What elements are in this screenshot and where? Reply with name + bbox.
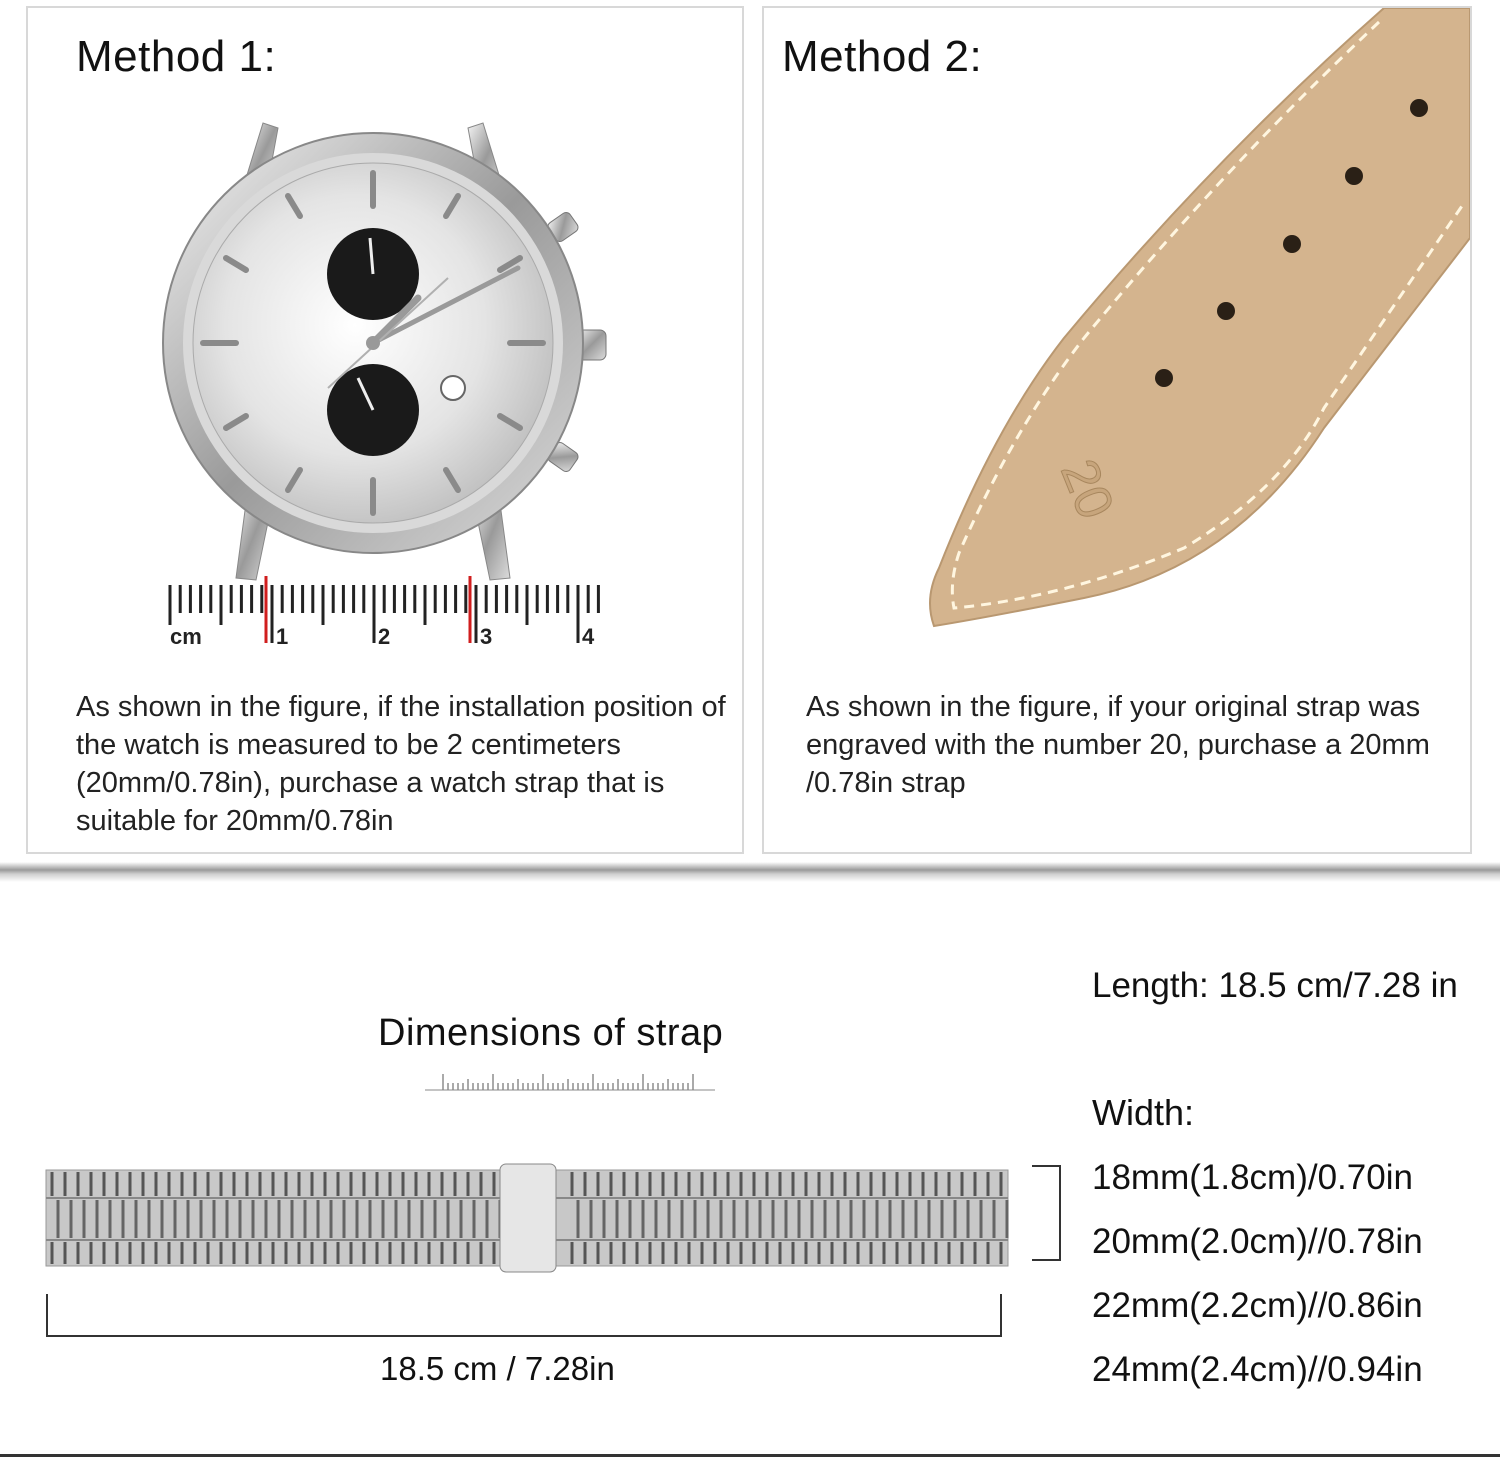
ruler-tick-label: 2	[378, 624, 391, 649]
width-option: 20mm(2.0cm)//0.78in	[1092, 1222, 1423, 1261]
decorative-ruler	[425, 1068, 715, 1098]
method-1-panel	[26, 6, 744, 854]
leather-strap-illustration	[764, 8, 1470, 658]
metal-strap-illustration	[40, 1160, 1040, 1280]
band-length-label: 18.5 cm / 7.28in	[380, 1350, 615, 1387]
width-label: Width:	[1092, 1092, 1195, 1133]
length-label: Length: 18.5 cm/7.28 in	[1092, 966, 1458, 1005]
width-bracket	[1030, 1164, 1070, 1264]
band-clasp	[500, 1164, 556, 1272]
width-option: 22mm(2.2cm)//0.86in	[1092, 1286, 1423, 1325]
ruler-unit-label: cm	[170, 624, 202, 649]
ruler-tick-label: 1	[276, 624, 289, 649]
ruler-tick-label: 4	[582, 624, 595, 649]
method-2-description: As shown in the figure, if your original strap was engraved with the number 20, purchase a 20mm /0.78in strap	[806, 691, 1430, 799]
dimensions-title: Dimensions of strap	[378, 1012, 724, 1054]
width-option: 18mm(1.8cm)/0.70in	[1092, 1158, 1413, 1197]
length-bracket	[44, 1292, 1004, 1342]
method-2-title: Method 2:	[782, 32, 983, 81]
method-1-title: Method 1:	[76, 32, 277, 81]
method-1-description: As shown in the figure, if the installation position of the watch is measured to be 2 centimeters (20mm/0.78in), purchase a watch strap that is suitable for 20mm/0.78in	[76, 691, 726, 837]
ruler-tick-label: 3	[480, 624, 493, 649]
strap-engraving: 20	[1049, 451, 1125, 527]
bottom-rule	[0, 1454, 1500, 1457]
section-divider	[0, 862, 1500, 882]
width-option: 24mm(2.4cm)//0.94in	[1092, 1350, 1423, 1389]
method-2-panel	[762, 6, 1472, 854]
